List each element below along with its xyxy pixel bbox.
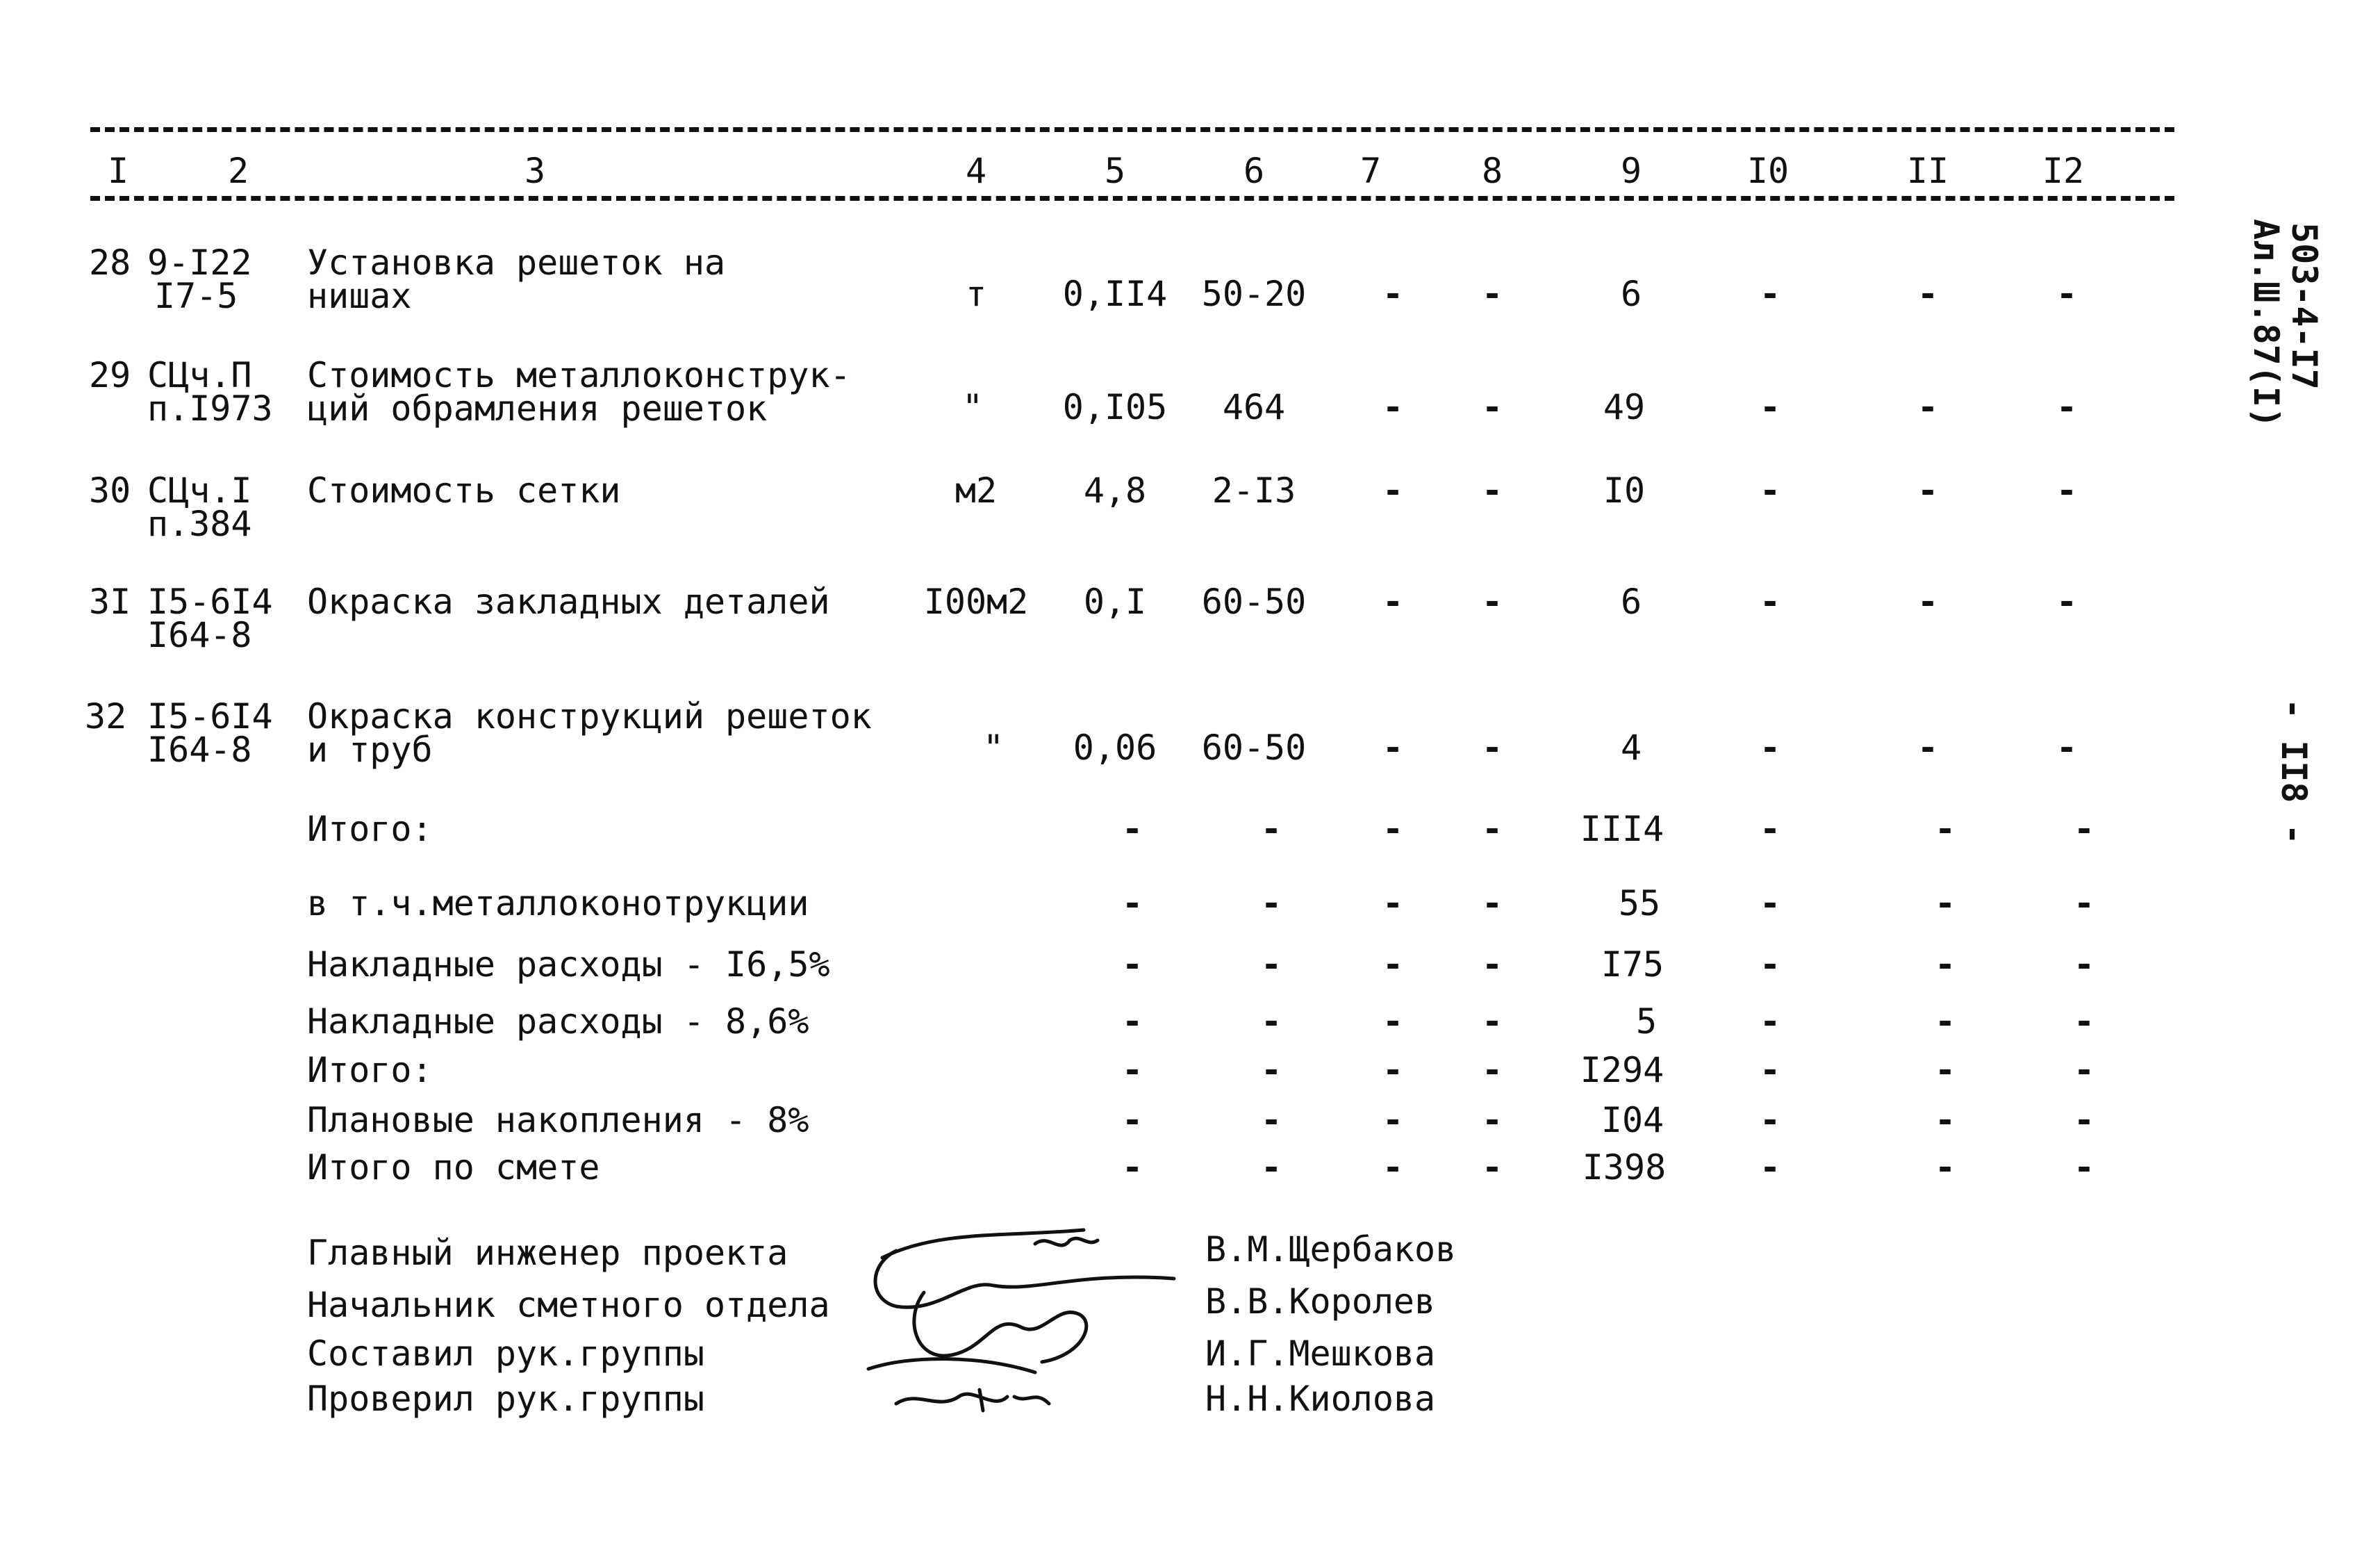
- row-number: 28: [89, 243, 131, 283]
- total-col7: -: [1382, 1147, 1404, 1188]
- total-col10: -: [1759, 1100, 1781, 1140]
- total-col8: -: [1481, 1050, 1503, 1090]
- total-col11: -: [1934, 883, 1956, 923]
- total-label: в т.ч.металлоконотрукции: [307, 883, 809, 923]
- row-col11: -: [1917, 274, 1939, 314]
- row-col12: -: [2056, 470, 2078, 511]
- row-number: 29: [89, 355, 131, 395]
- total-col11: -: [1934, 1001, 1956, 1042]
- col-header-9: 9: [1620, 151, 1642, 191]
- row-code: I5-6I4: [147, 582, 273, 622]
- row-unit: I00м2: [923, 582, 1029, 622]
- total-col7: -: [1382, 1050, 1404, 1090]
- row-name: Стоимость металлоконструк-: [307, 355, 851, 395]
- row-qty: 0,I05: [1062, 387, 1168, 427]
- total-col8: -: [1481, 1147, 1503, 1188]
- total-col10: -: [1759, 1001, 1781, 1042]
- row-code: I64-8: [147, 730, 252, 770]
- row-name: Установка решеток на: [307, 243, 726, 283]
- row-col9: 6: [1620, 582, 1642, 622]
- row-col8: -: [1481, 274, 1503, 314]
- row-col12: -: [2056, 582, 2078, 622]
- total-label: Накладные расходы - 8,6%: [307, 1001, 809, 1042]
- row-col11: -: [1917, 387, 1939, 427]
- signature-name: В.В.Королев: [1205, 1281, 1436, 1322]
- signature-name: В.М.Щербаков: [1205, 1229, 1457, 1270]
- total-label: Итого:: [307, 1050, 433, 1090]
- total-col10: -: [1759, 944, 1781, 985]
- row-name: Стоимость сетки: [307, 470, 621, 511]
- total-col9: I75: [1601, 944, 1664, 985]
- row-col7: -: [1382, 582, 1404, 622]
- total-col6: -: [1260, 1001, 1282, 1042]
- col-header-11: II: [1906, 151, 1949, 191]
- header-bottom-rule: [90, 196, 2174, 201]
- col-header-10: I0: [1746, 151, 1790, 191]
- row-col9: 4: [1620, 728, 1642, 768]
- side-album: [2247, 219, 2286, 428]
- row-qty: 0,I: [1083, 582, 1147, 622]
- total-col12: -: [2073, 1001, 2095, 1042]
- total-col6: -: [1260, 809, 1282, 849]
- col-header-6: 6: [1243, 151, 1265, 191]
- total-col5: -: [1121, 944, 1143, 985]
- row-name: нишах: [307, 276, 412, 316]
- total-col6: -: [1260, 944, 1282, 985]
- total-col12: -: [2073, 1147, 2095, 1188]
- row-col11: -: [1917, 470, 1939, 511]
- total-col11: -: [1934, 1100, 1956, 1140]
- row-col10: -: [1759, 470, 1781, 511]
- doc-code-text: 503-4-I7: [2284, 222, 2324, 390]
- col-header-7: 7: [1360, 151, 1382, 191]
- row-code: 9-I22: [147, 243, 252, 283]
- total-col9: 55: [1618, 883, 1661, 923]
- total-col11: -: [1934, 1050, 1956, 1090]
- row-price: 60-50: [1201, 582, 1307, 622]
- row-name: Окраска конструкций решеток: [307, 696, 872, 737]
- row-col12: -: [2056, 274, 2078, 314]
- row-unit: т: [965, 274, 987, 314]
- row-col9: I0: [1603, 470, 1646, 511]
- total-col8: -: [1481, 1001, 1503, 1042]
- row-price: 464: [1222, 387, 1286, 427]
- total-col6: -: [1260, 1100, 1282, 1140]
- row-price: 60-50: [1201, 728, 1307, 768]
- total-label: Итого:: [307, 809, 433, 849]
- total-label: Накладные расходы - I6,5%: [307, 944, 830, 985]
- side-page-number: [2274, 698, 2313, 845]
- row-col10: -: [1759, 387, 1781, 427]
- row-col8: -: [1481, 387, 1503, 427]
- total-col12: -: [2073, 1050, 2095, 1090]
- row-code: I5-6I4: [147, 696, 273, 737]
- page-number-text: - II8 -: [2274, 698, 2314, 845]
- row-number: 32: [85, 696, 127, 737]
- side-doc-code: [2285, 222, 2324, 390]
- total-col12: -: [2073, 1100, 2095, 1140]
- total-col9: 5: [1635, 1001, 1658, 1042]
- row-number: 3I: [89, 582, 131, 622]
- row-qty: 0,06: [1073, 728, 1157, 768]
- row-col9: 6: [1620, 274, 1642, 314]
- signature-name: И.Г.Мешкова: [1205, 1333, 1436, 1374]
- total-col12: -: [2073, 883, 2095, 923]
- row-col7: -: [1382, 470, 1404, 511]
- row-code: СЦч.I: [147, 470, 252, 511]
- total-col5: -: [1121, 1147, 1143, 1188]
- total-col9: III4: [1580, 809, 1664, 849]
- total-col8: -: [1481, 883, 1503, 923]
- col-header-2: 2: [227, 151, 249, 191]
- total-col10: -: [1759, 1147, 1781, 1188]
- total-col7: -: [1382, 883, 1404, 923]
- album-text: Ал.Ш.87(I): [2246, 219, 2286, 429]
- row-col9: 49: [1603, 387, 1646, 427]
- row-unit: ": [961, 387, 984, 427]
- row-col7: -: [1382, 387, 1404, 427]
- signature-role: Проверил рук.группы: [307, 1379, 704, 1419]
- total-col6: -: [1260, 883, 1282, 923]
- total-col7: -: [1382, 809, 1404, 849]
- row-qty: 0,II4: [1062, 274, 1168, 314]
- row-col11: -: [1917, 728, 1939, 768]
- total-col6: -: [1260, 1050, 1282, 1090]
- total-col7: -: [1382, 1100, 1404, 1140]
- col-header-8: 8: [1481, 151, 1503, 191]
- row-code: п.I973: [147, 388, 273, 429]
- signature-role: Составил рук.группы: [307, 1333, 704, 1374]
- row-col12: -: [2056, 387, 2078, 427]
- row-unit: ": [982, 728, 1005, 768]
- total-col12: -: [2073, 809, 2095, 849]
- col-header-12: I2: [2042, 151, 2085, 191]
- signature-role: Главный инженер проекта: [307, 1233, 788, 1273]
- row-col8: -: [1481, 728, 1503, 768]
- col-header-3: 3: [524, 151, 546, 191]
- total-col5: -: [1121, 1100, 1143, 1140]
- row-col10: -: [1759, 274, 1781, 314]
- row-price: 2-I3: [1212, 470, 1296, 511]
- row-price: 50-20: [1201, 274, 1307, 314]
- total-col9: I398: [1582, 1147, 1667, 1188]
- total-col8: -: [1481, 809, 1503, 849]
- col-header-5: 5: [1104, 151, 1126, 191]
- row-col8: -: [1481, 582, 1503, 622]
- total-col10: -: [1759, 809, 1781, 849]
- total-col11: -: [1934, 1147, 1956, 1188]
- total-col11: -: [1934, 944, 1956, 985]
- total-label: Плановые накопления - 8%: [307, 1100, 809, 1140]
- total-col8: -: [1481, 944, 1503, 985]
- col-header-1: I: [107, 151, 129, 191]
- total-label: Итого по смете: [307, 1147, 600, 1188]
- row-name: и труб: [307, 730, 433, 770]
- total-col6: -: [1260, 1147, 1282, 1188]
- header-top-rule: [90, 127, 2174, 132]
- row-name: Окраска закладных деталей: [307, 582, 830, 622]
- row-unit: м2: [955, 470, 998, 511]
- row-col7: -: [1382, 274, 1404, 314]
- row-name: ций обрамления решеток: [307, 388, 768, 429]
- col-header-4: 4: [965, 151, 987, 191]
- total-col5: -: [1121, 1050, 1143, 1090]
- total-col9: I04: [1601, 1100, 1664, 1140]
- row-col11: -: [1917, 582, 1939, 622]
- total-col5: -: [1121, 1001, 1143, 1042]
- handwritten-signatures: [854, 1223, 1202, 1452]
- signature-role: Начальник сметного отдела: [307, 1285, 830, 1325]
- row-col8: -: [1481, 470, 1503, 511]
- total-col7: -: [1382, 944, 1404, 985]
- row-code: п.384: [147, 504, 252, 544]
- total-col11: -: [1934, 809, 1956, 849]
- total-col10: -: [1759, 1050, 1781, 1090]
- signature-name: Н.Н.Киолова: [1205, 1379, 1436, 1419]
- row-col10: -: [1759, 728, 1781, 768]
- row-number: 30: [89, 470, 131, 511]
- row-qty: 4,8: [1083, 470, 1147, 511]
- total-col5: -: [1121, 809, 1143, 849]
- row-code: I64-8: [147, 615, 252, 655]
- total-col12: -: [2073, 944, 2095, 985]
- row-code: I7-5: [154, 276, 238, 316]
- row-col10: -: [1759, 582, 1781, 622]
- total-col10: -: [1759, 883, 1781, 923]
- total-col5: -: [1121, 883, 1143, 923]
- total-col7: -: [1382, 1001, 1404, 1042]
- row-col7: -: [1382, 728, 1404, 768]
- row-code: СЦч.П: [147, 355, 252, 395]
- total-col9: I294: [1580, 1050, 1664, 1090]
- total-col8: -: [1481, 1100, 1503, 1140]
- row-col12: -: [2056, 728, 2078, 768]
